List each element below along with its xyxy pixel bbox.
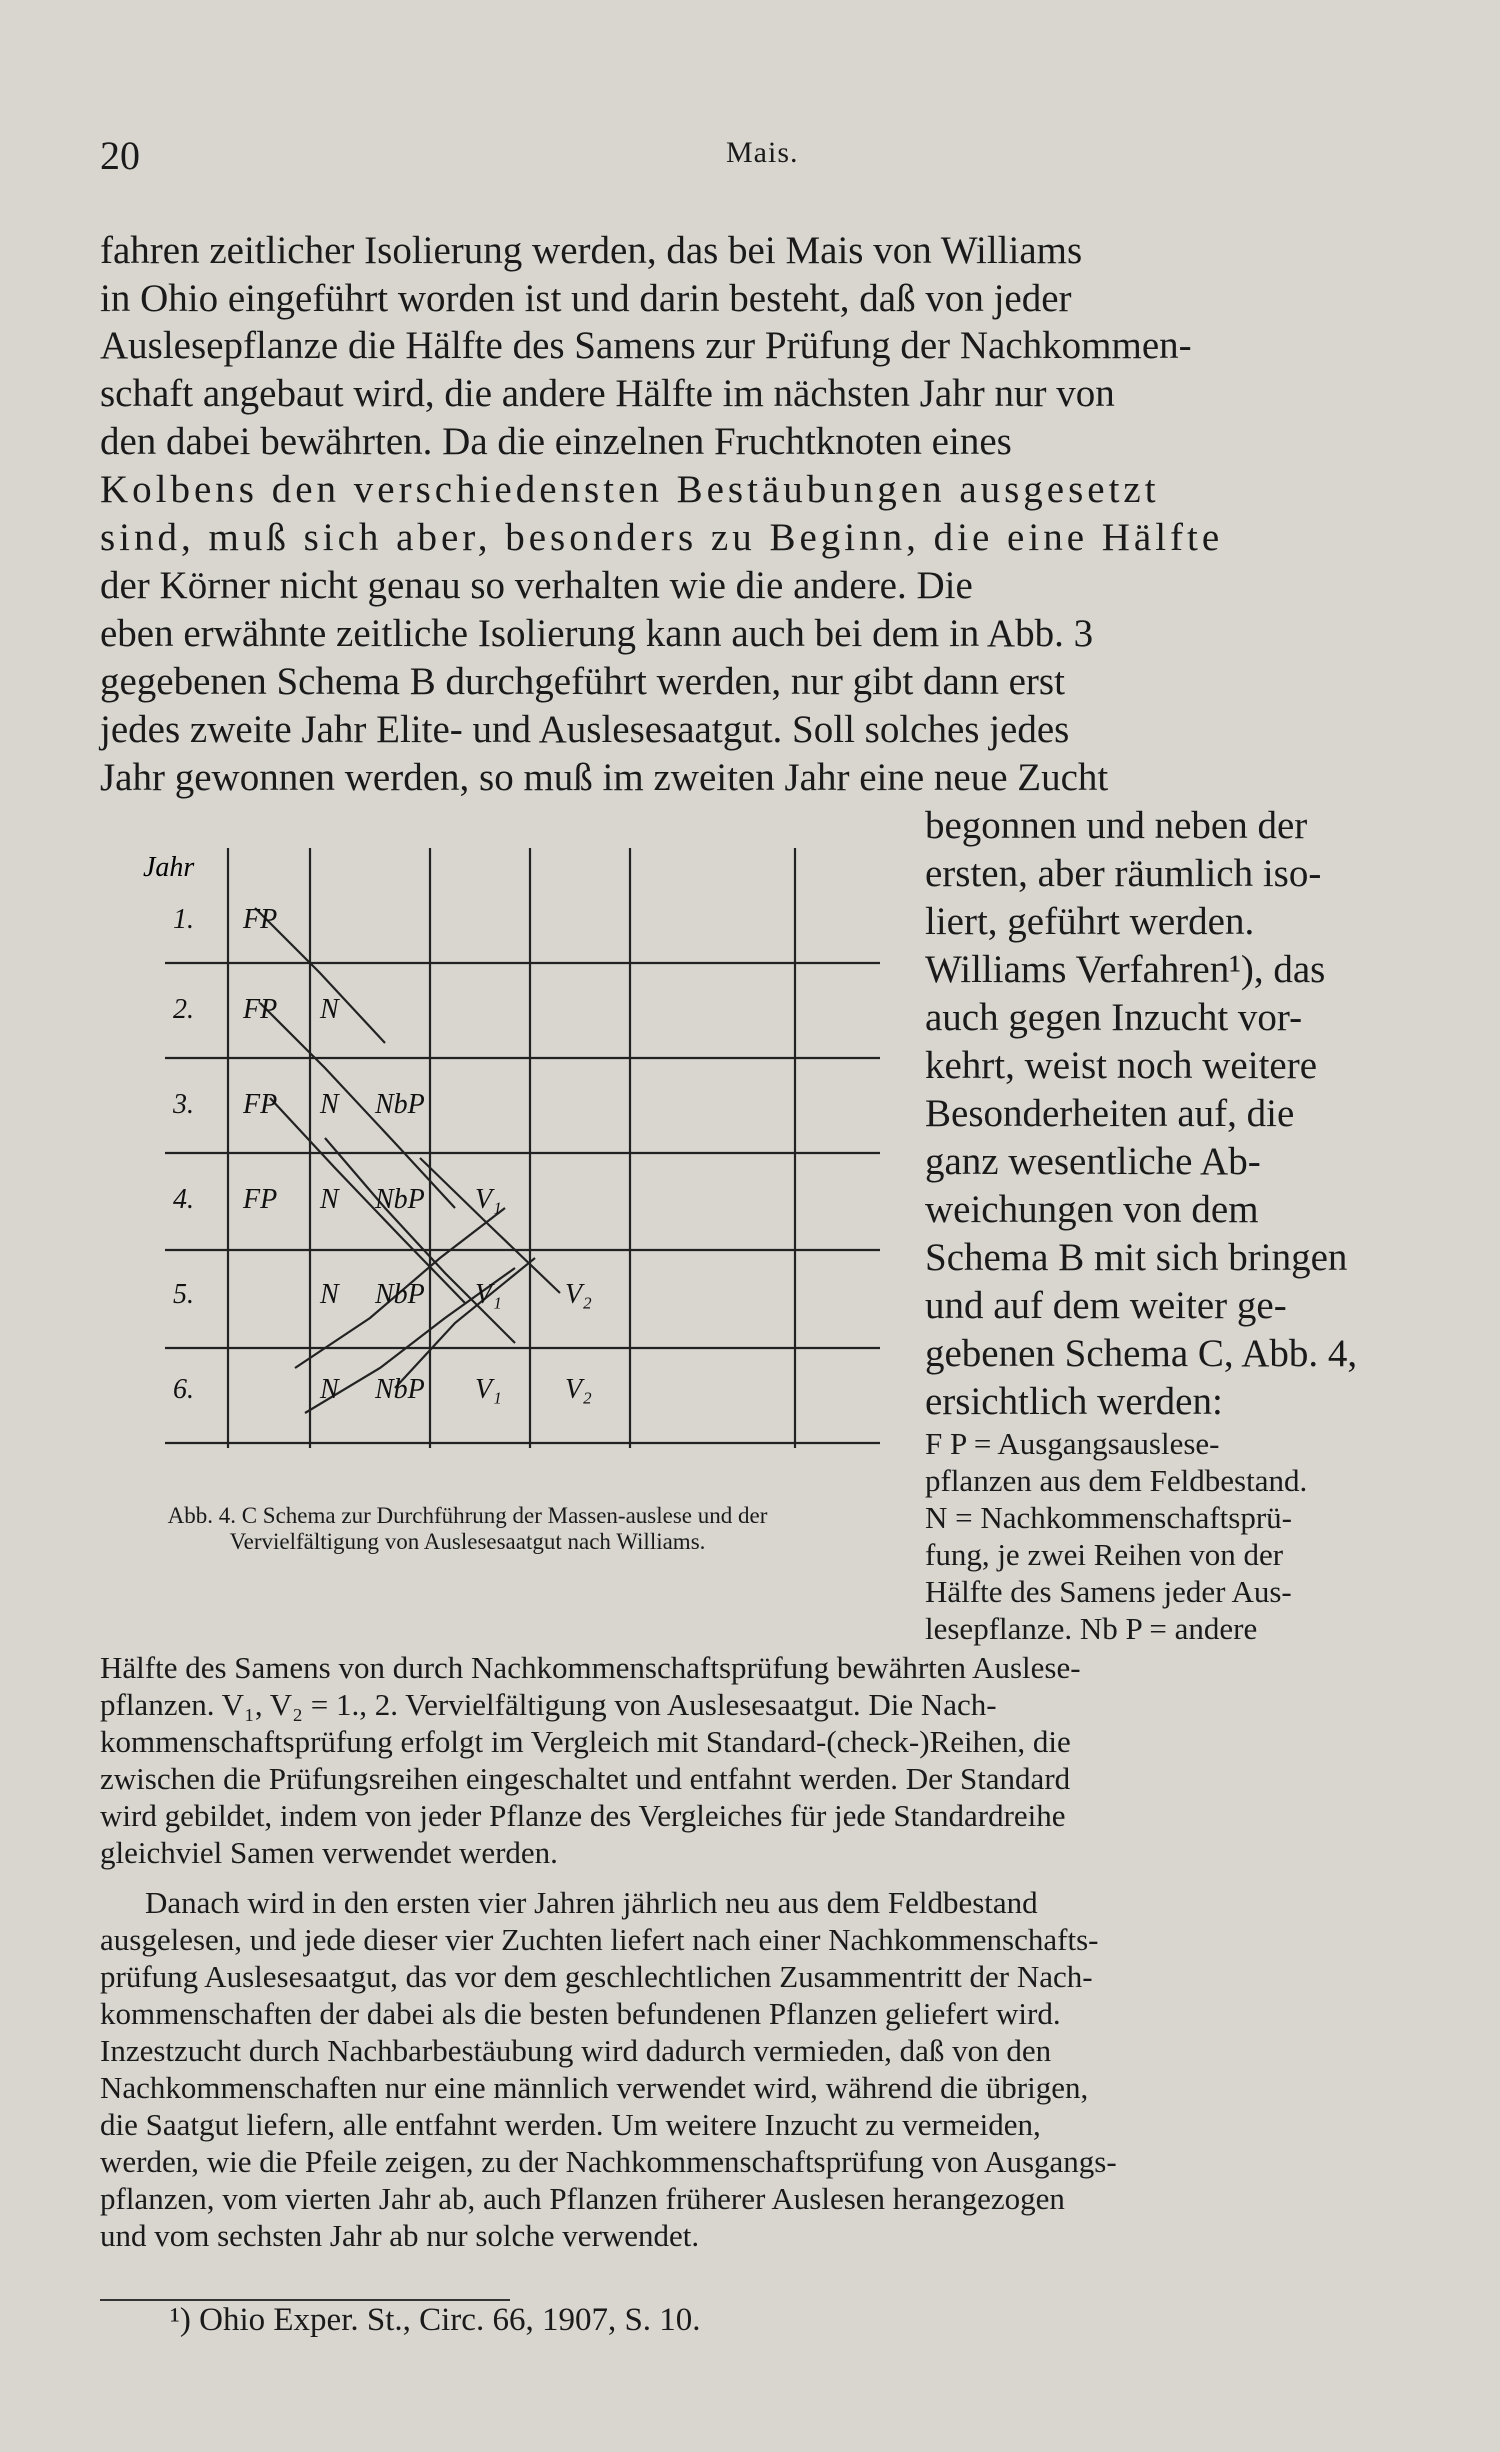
body-line: der Körner nicht genau so verhalten wie die andere. Die (100, 564, 973, 607)
paragraph-line: pflanzen, vom vierten Jahr ab, auch Pflanzen früherer Auslesen herangezogen (100, 2181, 1065, 2216)
body-line: fahren zeitlicher Isolierung werden, das bei Mais von Williams (100, 229, 1083, 272)
side-line: weichungen von dem (925, 1188, 1259, 1231)
side-line: und auf dem weiter ge- (925, 1284, 1287, 1327)
cell-label: V₂ (565, 1374, 592, 1405)
side-line: Besonderheiten auf, die (925, 1092, 1295, 1135)
legend-line: fung, je zwei Reihen von der (925, 1537, 1284, 1572)
paragraph-line: werden, wie die Pfeile zeigen, zu der Nachkommenschaftsprüfung von Ausgangs- (100, 2144, 1117, 2179)
paragraph-line: Danach wird in den ersten vier Jahren jährlich neu aus dem Feldbestand (145, 1885, 1038, 1920)
body-line: eben erwähnte zeitliche Isolierung kann auch bei dem in Abb. 3 (100, 612, 1094, 655)
year-header: Jahr (143, 852, 195, 883)
body-line: schaft angebaut wird, die andere Hälfte im nächsten Jahr nur von (100, 372, 1115, 415)
cell-label: NbP (375, 1279, 425, 1310)
legend-line: pflanzen. V₁, V₂ = 1., 2. Vervielfältigung von Auslesesaatgut. Die Nach- (100, 1687, 997, 1722)
side-line: ersichtlich werden: (925, 1380, 1223, 1423)
legend-line: gleichviel Samen verwendet werden. (100, 1835, 558, 1870)
cell-label: N (320, 994, 339, 1025)
footnote: ¹) Ohio Exper. St., Circ. 66, 1907, S. 10. (170, 2302, 701, 2338)
cell-label: N (320, 1279, 339, 1310)
body-line: gegebenen Schema B durchgeführt werden, nur gibt dann erst (100, 660, 1065, 703)
cell-label: V₁ (475, 1279, 502, 1310)
year-label: 5. (173, 1279, 194, 1310)
side-line: auch gegen Inzucht vor- (925, 996, 1303, 1039)
legend-line: F P = Ausgangsauslese- (925, 1426, 1220, 1461)
paragraph-line: prüfung Auslesesaatgut, das vor dem geschlechtlichen Zusammentritt der Nach- (100, 1959, 1093, 1994)
footnote-rule (100, 2299, 510, 2301)
legend-line: Hälfte des Samens jeder Aus- (925, 1574, 1292, 1609)
cell-label: V₁ (475, 1374, 502, 1405)
cell-label: FP (243, 1184, 278, 1215)
cell-label: FP (243, 1089, 278, 1120)
year-label: 2. (173, 994, 194, 1025)
cell-label: NbP (375, 1184, 425, 1215)
side-line: liert, geführt werden. (925, 900, 1255, 943)
legend-line: lesepflanze. Nb P = andere (925, 1611, 1258, 1646)
legend-line: Hälfte des Samens von durch Nachkommenschaftsprüfung bewährten Auslese- (100, 1650, 1081, 1685)
cell-label: N (320, 1089, 339, 1120)
running-head: Mais. (726, 136, 799, 169)
page-number: 20 (100, 133, 140, 178)
side-line: kehrt, weist noch weitere (925, 1044, 1318, 1087)
cell-label: FP (243, 994, 278, 1025)
year-label: 3. (173, 1089, 194, 1120)
figure-caption: Abb. 4. C Schema zur Durchführung der Massen-auslese und der Vervielfältigung von Auslesesaatgut nach Williams. (167, 1503, 768, 1554)
paragraph-line: und vom sechsten Jahr ab nur solche verwendet. (100, 2218, 700, 2253)
legend-line: zwischen die Prüfungsreihen eingeschaltet und entfahnt werden. Der Standard (100, 1761, 1071, 1796)
paragraph-line: Inzestzucht durch Nachbarbestäubung wird dadurch vermieden, daß von den (100, 2033, 1052, 2068)
cell-label: FP (243, 904, 278, 935)
side-line: Schema B mit sich bringen (925, 1236, 1348, 1279)
cell-label: V₁ (475, 1184, 502, 1215)
legend-line: N = Nachkommenschaftsprü- (925, 1500, 1292, 1535)
paragraph-line: kommenschaften der dabei als die besten befundenen Pflanzen geliefert wird. (100, 1996, 1061, 2031)
year-label: 6. (173, 1374, 194, 1405)
legend-line: kommenschaftsprüfung erfolgt im Vergleich mit Standard-(check-)Reihen, die (100, 1724, 1071, 1759)
legend-line: pflanzen aus dem Feldbestand. (925, 1463, 1308, 1498)
body-line: Auslesepflanze die Hälfte des Samens zur Prüfung der Nachkommen- (100, 324, 1192, 367)
cell-label: N (320, 1374, 339, 1405)
body-line: jedes zweite Jahr Elite- und Auslesesaatgut. Soll solches jedes (100, 708, 1070, 751)
year-label: 4. (173, 1184, 194, 1215)
paragraph-line: die Saatgut liefern, alle entfahnt werden. Um weitere Inzucht zu vermeiden, (100, 2107, 1041, 2142)
side-line: begonnen und neben der (925, 804, 1308, 847)
schema-diagram (95, 848, 885, 1458)
body-line: den dabei bewährten. Da die einzelnen Fruchtknoten eines (100, 420, 1012, 463)
side-line: ersten, aber räumlich iso- (925, 852, 1322, 895)
body-line: Kolbens den verschiedensten Bestäubungen ausgesetzt (100, 468, 1160, 511)
side-line: ganz wesentliche Ab- (925, 1140, 1261, 1183)
legend-line: wird gebildet, indem von jeder Pflanze des Vergleiches für jede Standardreihe (100, 1798, 1066, 1833)
cell-label: NbP (375, 1089, 425, 1120)
side-line: Williams Verfahren¹), das (925, 948, 1326, 991)
cell-label: N (320, 1184, 339, 1215)
paragraph-line: Nachkommenschaften nur eine männlich verwendet wird, während die übrigen, (100, 2070, 1089, 2105)
body-line: sind, muß sich aber, besonders zu Beginn, die eine Hälfte (100, 516, 1224, 559)
side-line: gebenen Schema C, Abb. 4, (925, 1332, 1358, 1375)
cell-label: NbP (375, 1374, 425, 1405)
cell-label: V₂ (565, 1279, 592, 1310)
body-line: Jahr gewonnen werden, so muß im zweiten Jahr eine neue Zucht (100, 756, 1109, 799)
body-line: in Ohio eingeführt worden ist und darin besteht, daß von jeder (100, 277, 1072, 320)
paragraph-line: ausgelesen, und jede dieser vier Zuchten liefert nach einer Nachkommenschafts- (100, 1922, 1099, 1957)
year-label: 1. (173, 904, 194, 935)
